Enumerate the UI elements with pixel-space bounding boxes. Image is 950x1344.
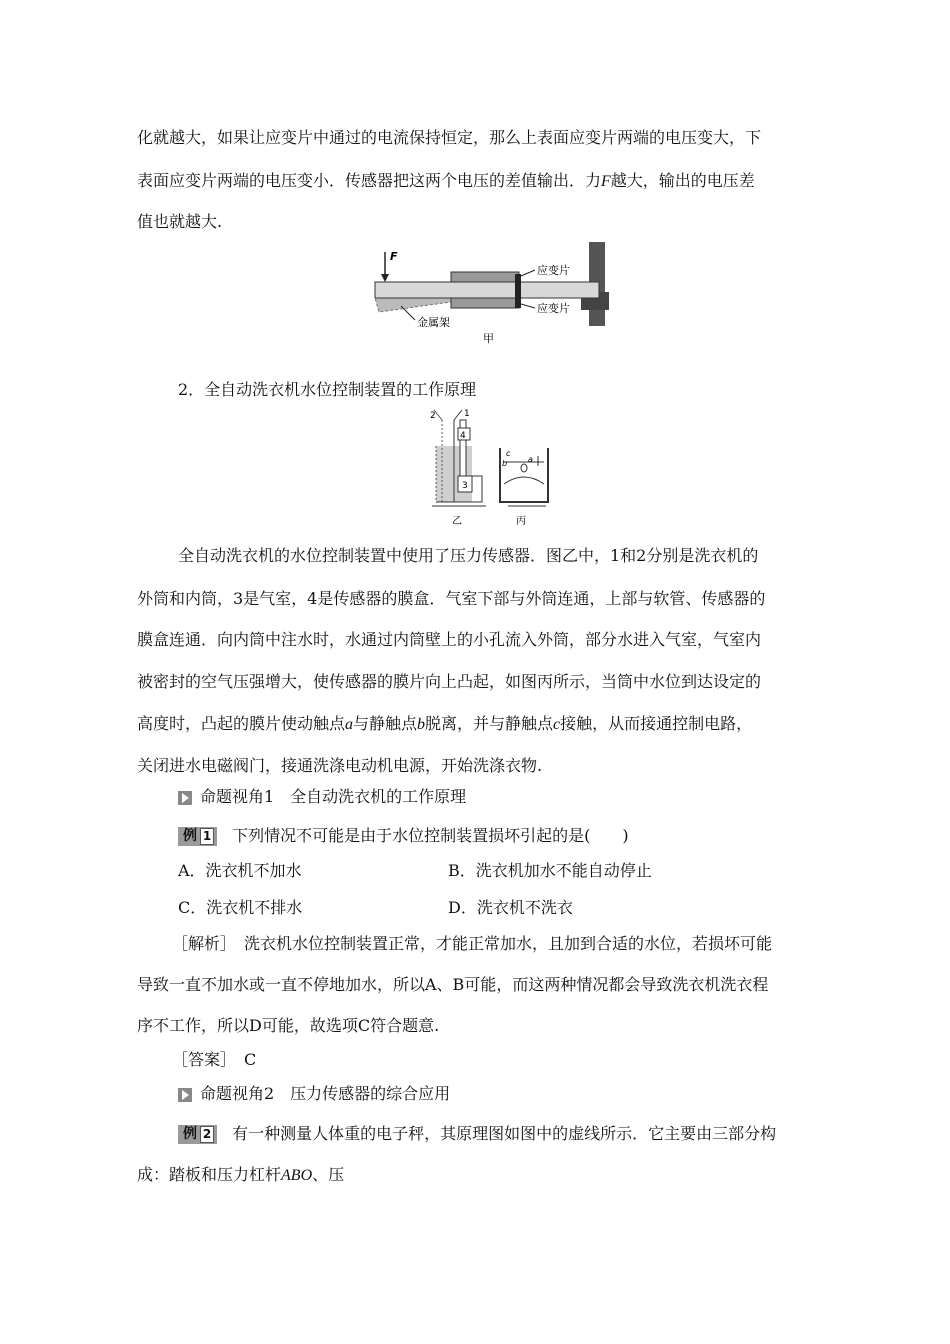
force-variable: F <box>601 173 611 190</box>
answer-line: ［答案］ C <box>172 1050 257 1069</box>
analysis-line2: 导致一直不加水或一直不停地加水，所以A、B可能，而这两种情况都会导致洗衣机洗衣程 <box>137 975 769 994</box>
para1-line2 <box>137 171 755 192</box>
label-b: b <box>502 459 508 468</box>
label-2: 2 <box>430 411 436 421</box>
var-a: a <box>345 716 354 733</box>
para1-line2-text-a: 表面应变片两端的电压变小．传感器把这两个电压的差值输出．力 <box>137 171 602 190</box>
example-badge-2: 例 2 <box>178 1125 217 1144</box>
figure-jia-caption: 甲 <box>483 332 494 345</box>
figure-yi-bing-washer <box>428 406 558 530</box>
section2-title: 2．全自动洗衣机水位控制装置的工作原理 <box>178 380 477 399</box>
para1-line1: 化就越大，如果让应变片中通过的电流保持恒定，那么上表面应变片两端的电压变大，下 <box>137 128 762 147</box>
para2-line4: 被密封的空气压强增大，使传感器的膜片向上凸起，如图丙所示，当筒中水位到达设定的 <box>137 672 762 691</box>
para2-line3: 膜盒连通．向内筒中注水时，水通过内筒壁上的小孔流入外筒，部分水进入气室，气室内 <box>137 630 762 649</box>
para2-line2: 外筒和内筒，3是气室，4是传感器的膜盒．气室下部与外筒连通，上部与软管、传感器的 <box>137 589 766 608</box>
option-a: A．洗衣机不加水 <box>178 861 302 880</box>
var-c: c <box>553 716 561 733</box>
example2-text2-a: 成：踏板和压力杠杆 <box>137 1165 282 1184</box>
figure-yi-caption: 乙 <box>452 516 462 527</box>
option-c: C．洗衣机不排水 <box>178 898 303 917</box>
label-3: 3 <box>462 481 468 491</box>
var-b: b <box>417 716 426 733</box>
lower-gauge-label: 应变片 <box>537 302 570 315</box>
view2-heading <box>178 1084 450 1104</box>
option-b: B．洗衣机加水不能自动停止 <box>448 861 652 880</box>
option-d: D．洗衣机不洗衣 <box>448 898 573 917</box>
para2-line5-d: 接触，从而接通控制电路， <box>560 714 753 733</box>
para1-line2-text-b: 越大，输出的电压差 <box>610 171 755 190</box>
label-c: c <box>506 449 511 458</box>
analysis-line3: 序不工作，所以D可能，故选项C符合题意. <box>137 1016 440 1035</box>
para2-line1: 全自动洗衣机的水位控制装置中使用了压力传感器．图乙中，1和2分别是洗衣机的 <box>178 546 759 565</box>
para2-line5-b: 与静触点 <box>353 714 418 733</box>
play-triangle-icon <box>178 1088 192 1102</box>
view1-text: 命题视角1 全自动洗衣机的工作原理 <box>200 787 467 806</box>
para2-line5-a: 高度时，凸起的膜片使动触点 <box>137 714 346 733</box>
analysis-line1: ［解析］ 洗衣机水位控制装置正常，才能正常加水，且加到合适的水位，若损坏可能 <box>172 934 773 953</box>
figure-jia-strain-gauge <box>365 240 625 348</box>
para2-line5 <box>137 714 752 735</box>
example2-line2 <box>137 1165 344 1186</box>
example1-question <box>178 826 629 846</box>
example2-text1: 有一种测量人体重的电子秤，其原理图如图中的虚线所示．它主要由三部分构 <box>232 1124 777 1143</box>
view1-heading <box>178 787 466 807</box>
view2-text: 命题视角2 压力传感器的综合应用 <box>200 1084 451 1103</box>
example2-line1 <box>178 1124 776 1144</box>
example2-text2-b: 、压 <box>312 1165 345 1184</box>
play-triangle-icon <box>178 791 192 805</box>
frame-label: 金属架 <box>417 316 450 329</box>
upper-gauge-label: 应变片 <box>537 264 570 277</box>
example1-question-text: 下列情况不可能是由于水位控制装置损坏引起的是( ) <box>232 826 629 845</box>
label-a: a <box>528 455 533 464</box>
para1-line3: 值也就越大. <box>137 212 223 231</box>
example-badge-1: 例 1 <box>178 827 217 846</box>
para2-line6: 关闭进水电磁阀门，接通洗涤电动机电源，开始洗涤衣物. <box>137 756 543 775</box>
label-1: 1 <box>464 409 470 419</box>
label-4: 4 <box>460 431 466 441</box>
lever-variable: ABO <box>281 1167 313 1184</box>
para2-line5-c: 脱离，并与静触点 <box>425 714 554 733</box>
figure-bing-caption: 丙 <box>516 516 526 527</box>
force-label: F <box>390 250 398 263</box>
